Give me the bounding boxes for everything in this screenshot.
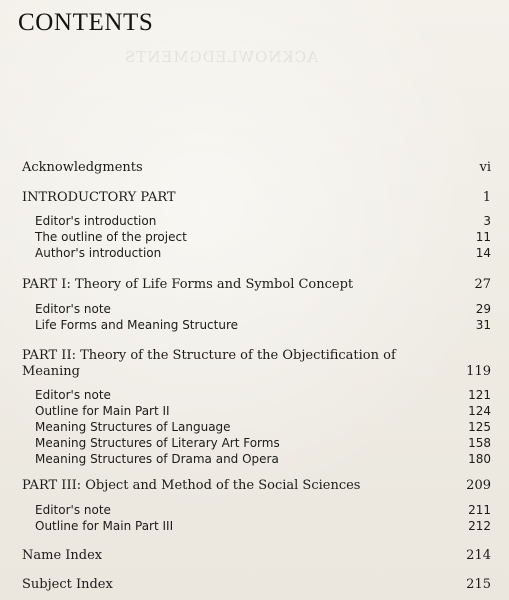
toc-entry [35,452,491,466]
entry-title: Editor's introduction [35,214,157,228]
entry-page: 31 [475,318,491,332]
entry-page: 212 [468,519,491,533]
entry-page: 11 [475,230,491,244]
toc-entry [35,318,491,332]
toc-entry [22,160,491,176]
toc-entry [35,388,491,402]
entry-title: Editor's note [35,302,111,316]
entry-page: 211 [468,503,491,517]
entry-page: 27 [474,277,491,292]
entry-title: PART I: Theory of Life Forms and Symbol Concept [22,277,354,292]
entry-page: 124 [468,404,491,418]
entry-title: INTRODUCTORY PART [22,190,176,205]
entry-title: Outline for Main Part III [35,519,174,533]
entry-title: Meaning Structures of Language [35,420,231,434]
entry-title: Meaning Structures of Literary Art Forms [35,436,280,450]
entry-page: 3 [483,214,491,228]
entry-page: 209 [466,478,491,493]
entry-title: Author's introduction [35,246,162,260]
entry-page: 119 [466,364,491,379]
toc-entry [22,190,491,206]
toc-entry [35,230,491,244]
toc-entry [22,348,491,380]
toc-entry [35,302,491,316]
entry-title: Life Forms and Meaning Structure [35,318,239,332]
toc-entry [35,519,491,533]
toc-entry [22,277,491,293]
entry-title: Meaning Structures of Drama and Opera [35,452,279,466]
show-through-text: ACKNOWLEDGMENTS [124,48,318,66]
entry-title: Outline for Main Part II [35,404,170,418]
entry-page: 215 [466,577,491,592]
entry-title: The outline of the project [35,230,187,244]
toc-entry [35,503,491,517]
entry-title: Editor's note [35,503,111,517]
toc-entry [35,246,491,260]
toc-entry [35,420,491,434]
entry-title: Editor's note [35,388,111,402]
entry-page: 121 [468,388,491,402]
entry-title: Name Index [22,548,103,563]
entry-page: 29 [475,302,491,316]
entry-page: 214 [466,548,491,563]
toc-entry [35,436,491,450]
entry-title: Subject Index [22,577,113,592]
toc-entry [35,404,491,418]
entry-page: vi [479,160,491,175]
entry-page: 1 [482,190,491,205]
entry-page: 125 [468,420,491,434]
toc-entry [22,478,491,494]
entry-page: 14 [475,246,491,260]
page-title: CONTENTS [18,9,154,36]
entry-title: Acknowledgments [22,160,143,175]
toc-entry [35,214,491,228]
entry-page: 158 [468,436,491,450]
entry-title: PART III: Object and Method of the Social Sciences [22,478,361,493]
toc-entry [22,548,491,564]
toc-entry [22,577,491,593]
entry-page: 180 [468,452,491,466]
entry-title: PART II: Theory of the Structure of the Objectification of Meaning [22,348,396,379]
